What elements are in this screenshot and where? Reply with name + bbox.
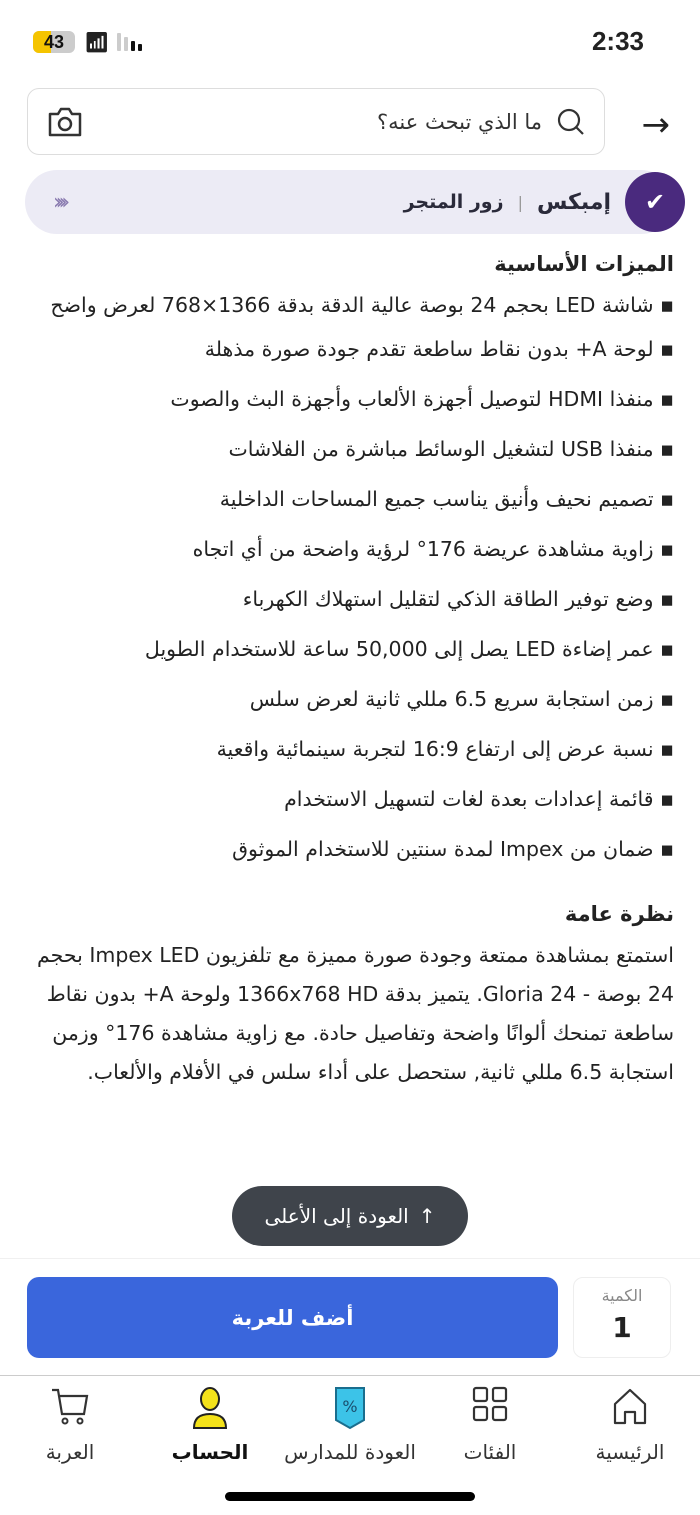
back-to-top-label: العودة إلى الأعلى xyxy=(264,1204,409,1228)
add-to-cart-bar xyxy=(0,1258,700,1376)
clock: 2:33 xyxy=(591,26,644,56)
feature-item: ▪ تصميم نحيف وأنيق يناسب جميع المساحات الداخلية xyxy=(24,482,674,516)
quantity-value: 1 xyxy=(612,1311,632,1344)
feature-item: ▪ منفذا HDMI لتوصيل أجهزة الألعاب وأجهزة البث والصوت xyxy=(24,382,674,416)
feature-item: ▪ شاشة LED بحجم 24 بوصة عالية الدقة بدقة 1366×768 لعرض واضح xyxy=(24,288,674,322)
store-name: إمبكس xyxy=(536,189,611,215)
nav-label: العودة للمدارس xyxy=(284,1440,416,1464)
quantity-selector[interactable] xyxy=(573,1277,671,1358)
nav-label: الفئات xyxy=(463,1440,517,1464)
cart-icon xyxy=(0,1386,140,1430)
feature-item: ▪ قائمة إعدادات بعدة لغات لتسهيل الاستخدام xyxy=(24,782,674,816)
nav-label: الرئيسية xyxy=(595,1440,665,1464)
divider: | xyxy=(517,192,523,212)
search-icon xyxy=(556,107,586,137)
nav-label: العربة xyxy=(45,1440,95,1464)
discount-tag-icon xyxy=(280,1386,420,1430)
add-to-cart-button[interactable]: أضف للعربة xyxy=(27,1277,558,1358)
visit-store-link[interactable]: زور المتجر xyxy=(403,191,504,213)
battery-indicator xyxy=(33,31,75,53)
feature-item: ▪ نسبة عرض إلى ارتفاع 16:9 لتجربة سينمائية واقعية xyxy=(24,732,674,766)
status-bar xyxy=(0,0,700,80)
home-icon xyxy=(560,1386,700,1430)
feature-item: ▪ لوحة A+ بدون نقاط ساطعة تقدم جودة صورة مذهلة xyxy=(24,332,674,366)
feature-item: ▪ زمن استجابة سريع 6.5 مللي ثانية لعرض سلس xyxy=(24,682,674,716)
battery-level: 43 xyxy=(43,32,65,52)
signal-icon xyxy=(117,33,142,51)
grid-icon xyxy=(420,1386,560,1430)
feature-item: ▪ منفذا USB لتشغيل الوسائط مباشرة من الفلاشات xyxy=(24,432,674,466)
feature-item: ▪ وضع توفير الطاقة الذكي لتقليل استهلاك الكهرباء xyxy=(24,582,674,616)
wifi-icon: 📶︎ xyxy=(84,30,110,54)
product-description xyxy=(24,248,674,1092)
overview-text: استمتع بمشاهدة ممتعة وجودة صورة مميزة مع تلفزيون Impex LED بحجم 24 بوصة - Gloria 24. يتميز بدقة 1366x768 HD ولوحة A+ بدون نقاط ساطعة تمنحك ألوانًا واضحة وتفاصيل حادة. مع زاوية مشاهدة 176° وزمن استجابة 6.5 مللي ثانية, ستحصل على أداء سلس في الأفلام والألعاب. xyxy=(36,943,674,1084)
feature-item: ▪ عمر إضاءة LED يصل إلى 50,000 ساعة للاستخدام الطويل xyxy=(24,632,674,666)
arrow-up-icon: ↑ xyxy=(418,1204,436,1228)
chevrons-left-icon: ‹‹‹‹ xyxy=(53,189,65,215)
user-icon xyxy=(140,1386,280,1430)
nav-cart[interactable] xyxy=(0,1376,140,1515)
feature-item: ▪ ضمان من Impex لمدة سنتين للاستخدام الموثوق xyxy=(24,832,674,866)
overview-title: نظرة عامة xyxy=(564,902,674,926)
camera-icon[interactable] xyxy=(46,105,84,139)
quantity-label: الكمية xyxy=(601,1286,643,1305)
feature-item: ▪ زاوية مشاهدة عريضة 176° لرؤية واضحة من أي اتجاه xyxy=(24,532,674,566)
nav-home[interactable] xyxy=(560,1376,700,1515)
back-arrow-icon[interactable]: → xyxy=(641,105,670,145)
back-to-top-button[interactable] xyxy=(232,1186,468,1246)
nav-label: الحساب xyxy=(171,1440,249,1464)
search-input[interactable] xyxy=(27,88,605,155)
search-placeholder: ما الذي تبحث عنه؟ xyxy=(377,109,542,134)
store-banner[interactable] xyxy=(25,170,673,234)
home-indicator xyxy=(225,1492,475,1501)
features-title: الميزات الأساسية xyxy=(494,252,674,276)
verified-badge-icon: ✔ xyxy=(625,172,685,232)
svg-text:%: % xyxy=(342,1397,358,1416)
features-list xyxy=(24,288,674,866)
